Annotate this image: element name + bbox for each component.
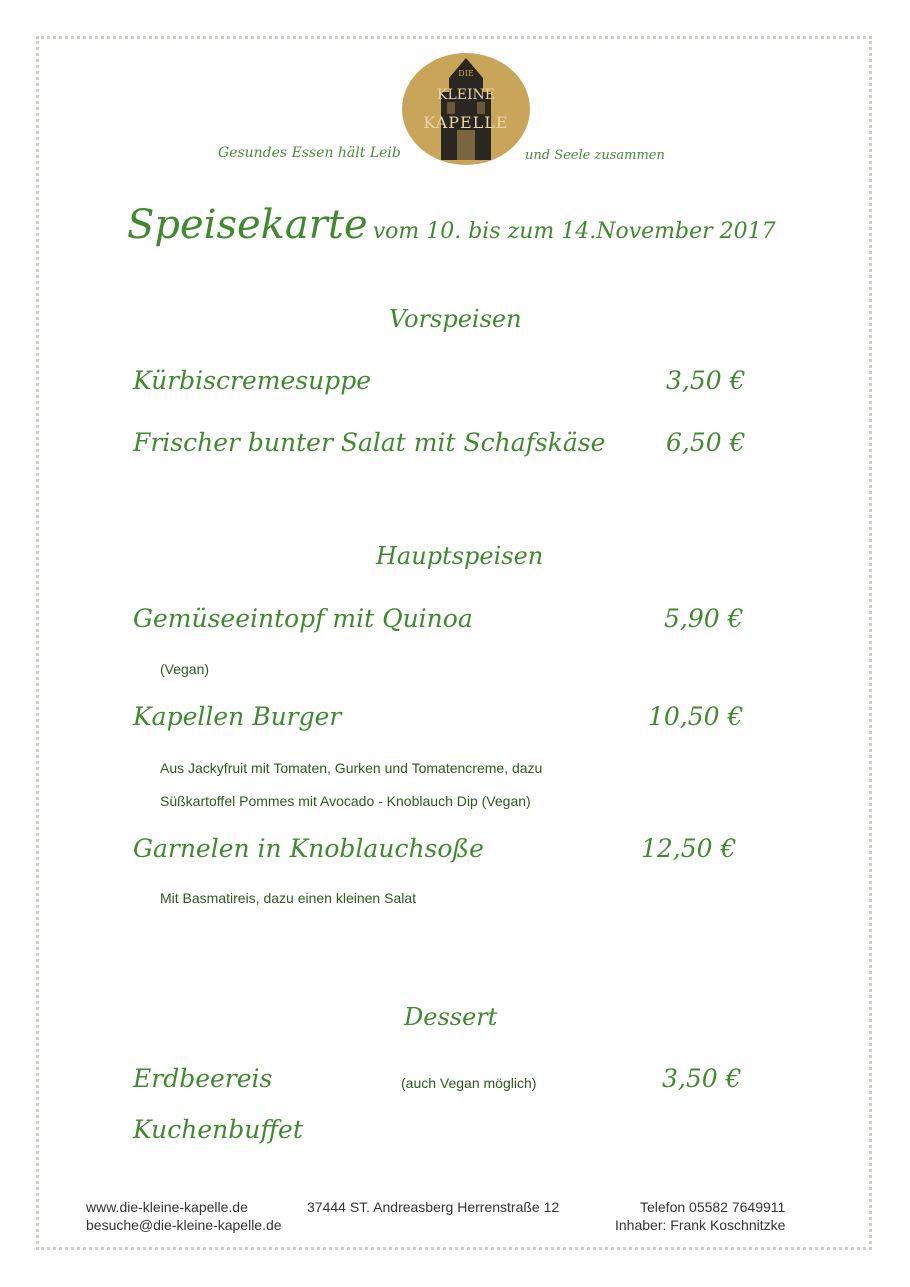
dish-price: 3,50 € xyxy=(666,366,746,395)
dish-name: Kuchenbuffet xyxy=(133,1115,303,1144)
dish-name: Erdbeereis xyxy=(133,1064,273,1093)
dish-name: Kürbiscremesuppe xyxy=(133,366,371,395)
dish-price: 5,90 € xyxy=(664,604,744,633)
dish-note: Mit Basmatireis, dazu einen kleinen Salat xyxy=(160,890,417,906)
title-main: Speisekarte xyxy=(127,202,368,248)
dish-price: 6,50 € xyxy=(666,428,746,457)
title-sub: vom 10. bis zum 14.November 2017 xyxy=(372,219,776,244)
dish-price: 12,50 € xyxy=(641,834,737,863)
dish-note: Süßkartoffel Pommes mit Avocado - Knoblauch Dip (Vegan) xyxy=(160,793,531,809)
footer-email: besuche@die-kleine-kapelle.de xyxy=(86,1217,282,1233)
dish-name: Garnelen in Knoblauchsoße xyxy=(133,834,484,863)
dish-name: Frischer bunter Salat mit Schafskäse xyxy=(133,428,606,457)
kapelle-logo xyxy=(401,52,531,166)
tagline-right: und Seele zusammen xyxy=(525,148,665,163)
dish-note: (Vegan) xyxy=(160,661,210,677)
footer-address: 37444 ST. Andreasberg Herrenstraße 12 xyxy=(307,1199,560,1215)
tagline-left: Gesundes Essen hält Leib xyxy=(218,145,401,161)
dish-price: 3,50 € xyxy=(662,1064,742,1093)
dish-name: Kapellen Burger xyxy=(133,702,342,731)
dish-note: Aus Jackyfruit mit Tomaten, Gurken und Tomatencreme, dazu xyxy=(160,760,543,776)
logo-small-text: DIE xyxy=(458,69,474,78)
section-heading-starters: Vorspeisen xyxy=(389,305,522,333)
section-heading-dessert: Dessert xyxy=(404,1003,498,1031)
footer-owner: Inhaber: Frank Koschnitzke xyxy=(615,1217,786,1233)
footer-phone: Telefon 05582 7649911 xyxy=(640,1199,786,1215)
page-title xyxy=(127,202,776,248)
dish-name: Gemüseeintopf mit Quinoa xyxy=(133,604,473,633)
dish-price: 10,50 € xyxy=(648,702,744,731)
section-heading-mains: Hauptspeisen xyxy=(376,542,544,570)
logo-top-text: KLEINE xyxy=(437,87,495,103)
footer-website: www.die-kleine-kapelle.de xyxy=(86,1199,248,1215)
dish-note: (auch Vegan möglich) xyxy=(401,1075,537,1091)
logo-bottom-text: KAPELLE xyxy=(423,113,509,132)
